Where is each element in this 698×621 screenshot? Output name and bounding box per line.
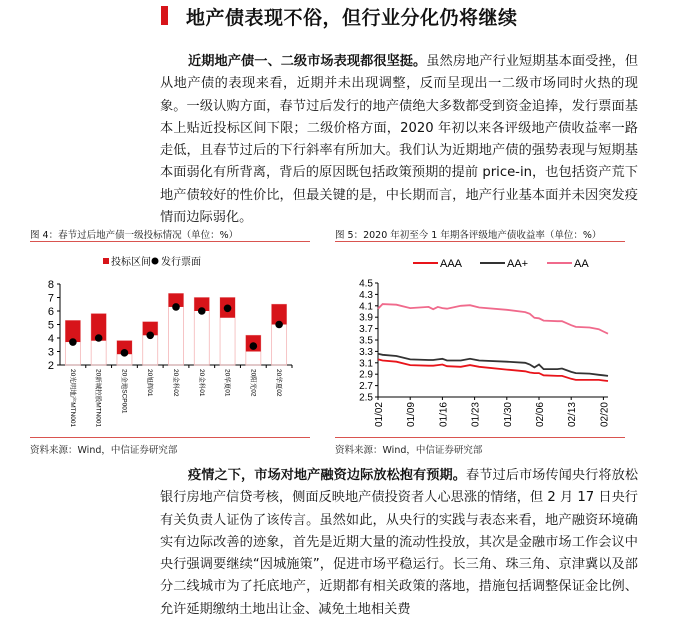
x-tick-label: 20华夏02 <box>275 369 283 397</box>
y-tick-label: 2 <box>47 360 54 372</box>
x-tick-label: 20金地SCP001 <box>120 369 128 414</box>
legend-swatch-coupon <box>152 258 159 265</box>
legend-label: AA <box>574 258 589 270</box>
paragraph-2 <box>160 465 638 621</box>
y-tick-label: 7 <box>47 292 54 305</box>
x-tick-label: 01/30 <box>502 402 514 428</box>
series-line-aaa <box>378 359 608 381</box>
coupon-dot <box>198 307 206 315</box>
chart5 <box>335 242 627 436</box>
y-tick-label: 4.5 <box>359 278 373 290</box>
chart4-source: 资料来源：Wind，中信证券研究部 <box>30 445 178 456</box>
x-tick-label: 20光明地产MTN001 <box>68 369 76 428</box>
y-tick-label: 3 <box>47 346 54 359</box>
y-tick-label: 3.5 <box>359 335 373 347</box>
chart5-source: 资料来源：Wind，中信证券研究部 <box>335 445 483 456</box>
x-tick-label: 20旭辉01 <box>146 369 154 397</box>
x-tick-label: 20华夏01 <box>223 369 231 397</box>
x-tick-label: 01/23 <box>470 402 482 428</box>
paragraph-body: 春节过后市场传闻央行将放松银行房地产信贷考核，侧面反映地产债投资者人心思涨的情绪，但 2 月 17 日央行有关负责人证伪了该传言。虽然如此，从央行的实践与表态来看，地产融资环境确实有边际改善的迹象，首先是近期大量的流动性投放，其次是金融市场工作会议中央行强调要继续“因城施策”，促进市场平稳运行。长三角、珠三角、京津冀以及部分二线城市为了托底地产，近期都有相关政策的落地，措施包括调整保证金比例、允许延期缴纳土地出让金、减免土地相关费 <box>160 468 639 617</box>
legend-label: AA+ <box>507 258 529 270</box>
x-tick-label: 02/06 <box>535 402 546 428</box>
x-tick-label: 20阳光02 <box>249 369 257 397</box>
x-tick-label: 01/02 <box>374 402 385 428</box>
y-tick-label: 2.9 <box>359 369 373 381</box>
coupon-dot <box>69 338 77 346</box>
y-tick-label: 3.1 <box>359 358 373 370</box>
chart4-title: 图 4：春节过后地产债一级投标情况（单位：%） <box>30 230 239 241</box>
paragraph-body: 虽然房地产行业短期基本面受挫，但从地产债的表现来看，近期并未出现调整，反而呈现出一二级市场同时火热的现象。一级认购方面，春节过后发行的地产债绝大多数都受到资金追捧，发行票面基本上贴近投标区间下限；二级价格方面，2020 年初以来各评级地产债收益率一路走低，且春节过后的下行斜率有所加大。我们认为近期地产债的强势表现与短期基本面弱化有所背离，背后的原因既包括政策预期的提前 price-in，也包括资产荒下地产债较好的性价比，但最关键的是，中长期而言，地产行业基本面并未因突发疫情而边际弱化。 <box>160 54 639 226</box>
y-tick-label: 6 <box>47 306 54 318</box>
series-line-aa <box>378 304 608 334</box>
x-tick-label: 02/13 <box>567 402 579 428</box>
y-tick-label: 2.7 <box>359 381 373 393</box>
legend-swatch-range <box>103 258 109 264</box>
legend-label: AAA <box>440 258 463 270</box>
x-tick-label: 20新城控股MTN001 <box>94 369 102 428</box>
y-tick-label: 5 <box>47 319 54 332</box>
y-tick-label: 2.5 <box>359 392 373 404</box>
chart5-bottom-rule <box>335 437 625 438</box>
chart5-title: 图 5：2020 年初至今 1 年期各评级地产债收益率（单位：%） <box>335 230 602 241</box>
legend-label: 投标区间 <box>111 257 151 268</box>
y-tick-label: 3.3 <box>359 346 373 358</box>
paragraph-lead: 疫情之下，市场对地产融资边际放松抱有预期。 <box>188 468 466 483</box>
heading-marker <box>161 6 168 25</box>
coupon-dot <box>121 349 129 357</box>
paragraph-1 <box>160 51 638 229</box>
y-tick-label: 4 <box>47 333 54 345</box>
chart4 <box>30 242 312 436</box>
paragraph-lead: 近期地产债一、二级市场表现都很坚挺。 <box>188 54 427 69</box>
coupon-dot <box>146 332 154 340</box>
coupon-dot <box>275 321 283 329</box>
y-tick-label: 8 <box>47 279 54 291</box>
x-tick-label: 20金科02 <box>172 369 179 397</box>
section-heading: 地产债表现不俗，但行业分化仍将继续 <box>186 7 518 29</box>
coupon-dot <box>224 305 232 313</box>
x-tick-label: 01/09 <box>406 402 418 428</box>
x-tick-label: 02/20 <box>599 402 611 428</box>
x-tick-label: 20金科01 <box>197 369 205 397</box>
y-tick-label: 4.1 <box>359 301 373 313</box>
chart4-bottom-rule <box>30 437 310 438</box>
coupon-dot <box>250 342 258 350</box>
coupon-dot <box>95 334 103 342</box>
x-tick-label: 01/16 <box>438 402 450 428</box>
coupon-dot <box>172 303 180 311</box>
y-tick-label: 3.7 <box>359 324 373 336</box>
y-tick-label: 4.3 <box>359 289 373 301</box>
y-tick-label: 3.9 <box>359 312 373 324</box>
legend-label: 发行票面 <box>161 257 201 268</box>
